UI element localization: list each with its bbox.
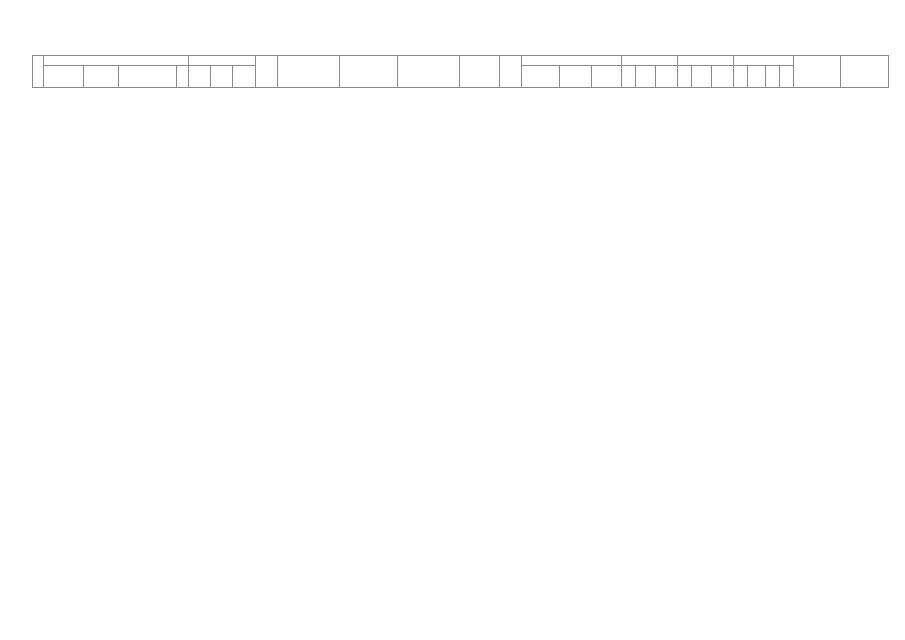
group-header (189, 56, 256, 66)
col-header (678, 66, 692, 88)
col-header (177, 66, 189, 88)
col-header (692, 66, 712, 88)
col-header (44, 66, 84, 88)
group-header (522, 56, 622, 66)
col-header (522, 66, 560, 88)
col-header (119, 66, 177, 88)
col-header (233, 66, 256, 88)
col-header (794, 56, 841, 88)
header-group-row (33, 56, 889, 66)
col-header (33, 56, 44, 88)
group-header (734, 56, 794, 66)
col-header (748, 66, 766, 88)
col-header (841, 56, 889, 88)
col-header (734, 66, 748, 88)
group-header (622, 56, 678, 66)
col-header (256, 56, 278, 88)
col-header (460, 56, 500, 88)
col-header (780, 66, 794, 88)
col-header (278, 56, 340, 88)
col-header (560, 66, 592, 88)
col-header (622, 66, 636, 88)
col-header (84, 66, 119, 88)
col-header (398, 56, 460, 88)
col-header (636, 66, 656, 88)
group-header (678, 56, 734, 66)
col-header (592, 66, 622, 88)
col-header (340, 56, 398, 88)
col-header (189, 66, 211, 88)
col-header (712, 66, 734, 88)
col-header (766, 66, 780, 88)
col-header (656, 66, 678, 88)
col-header (211, 66, 233, 88)
col-header (500, 56, 522, 88)
register-table (32, 55, 889, 88)
group-header (44, 56, 189, 66)
